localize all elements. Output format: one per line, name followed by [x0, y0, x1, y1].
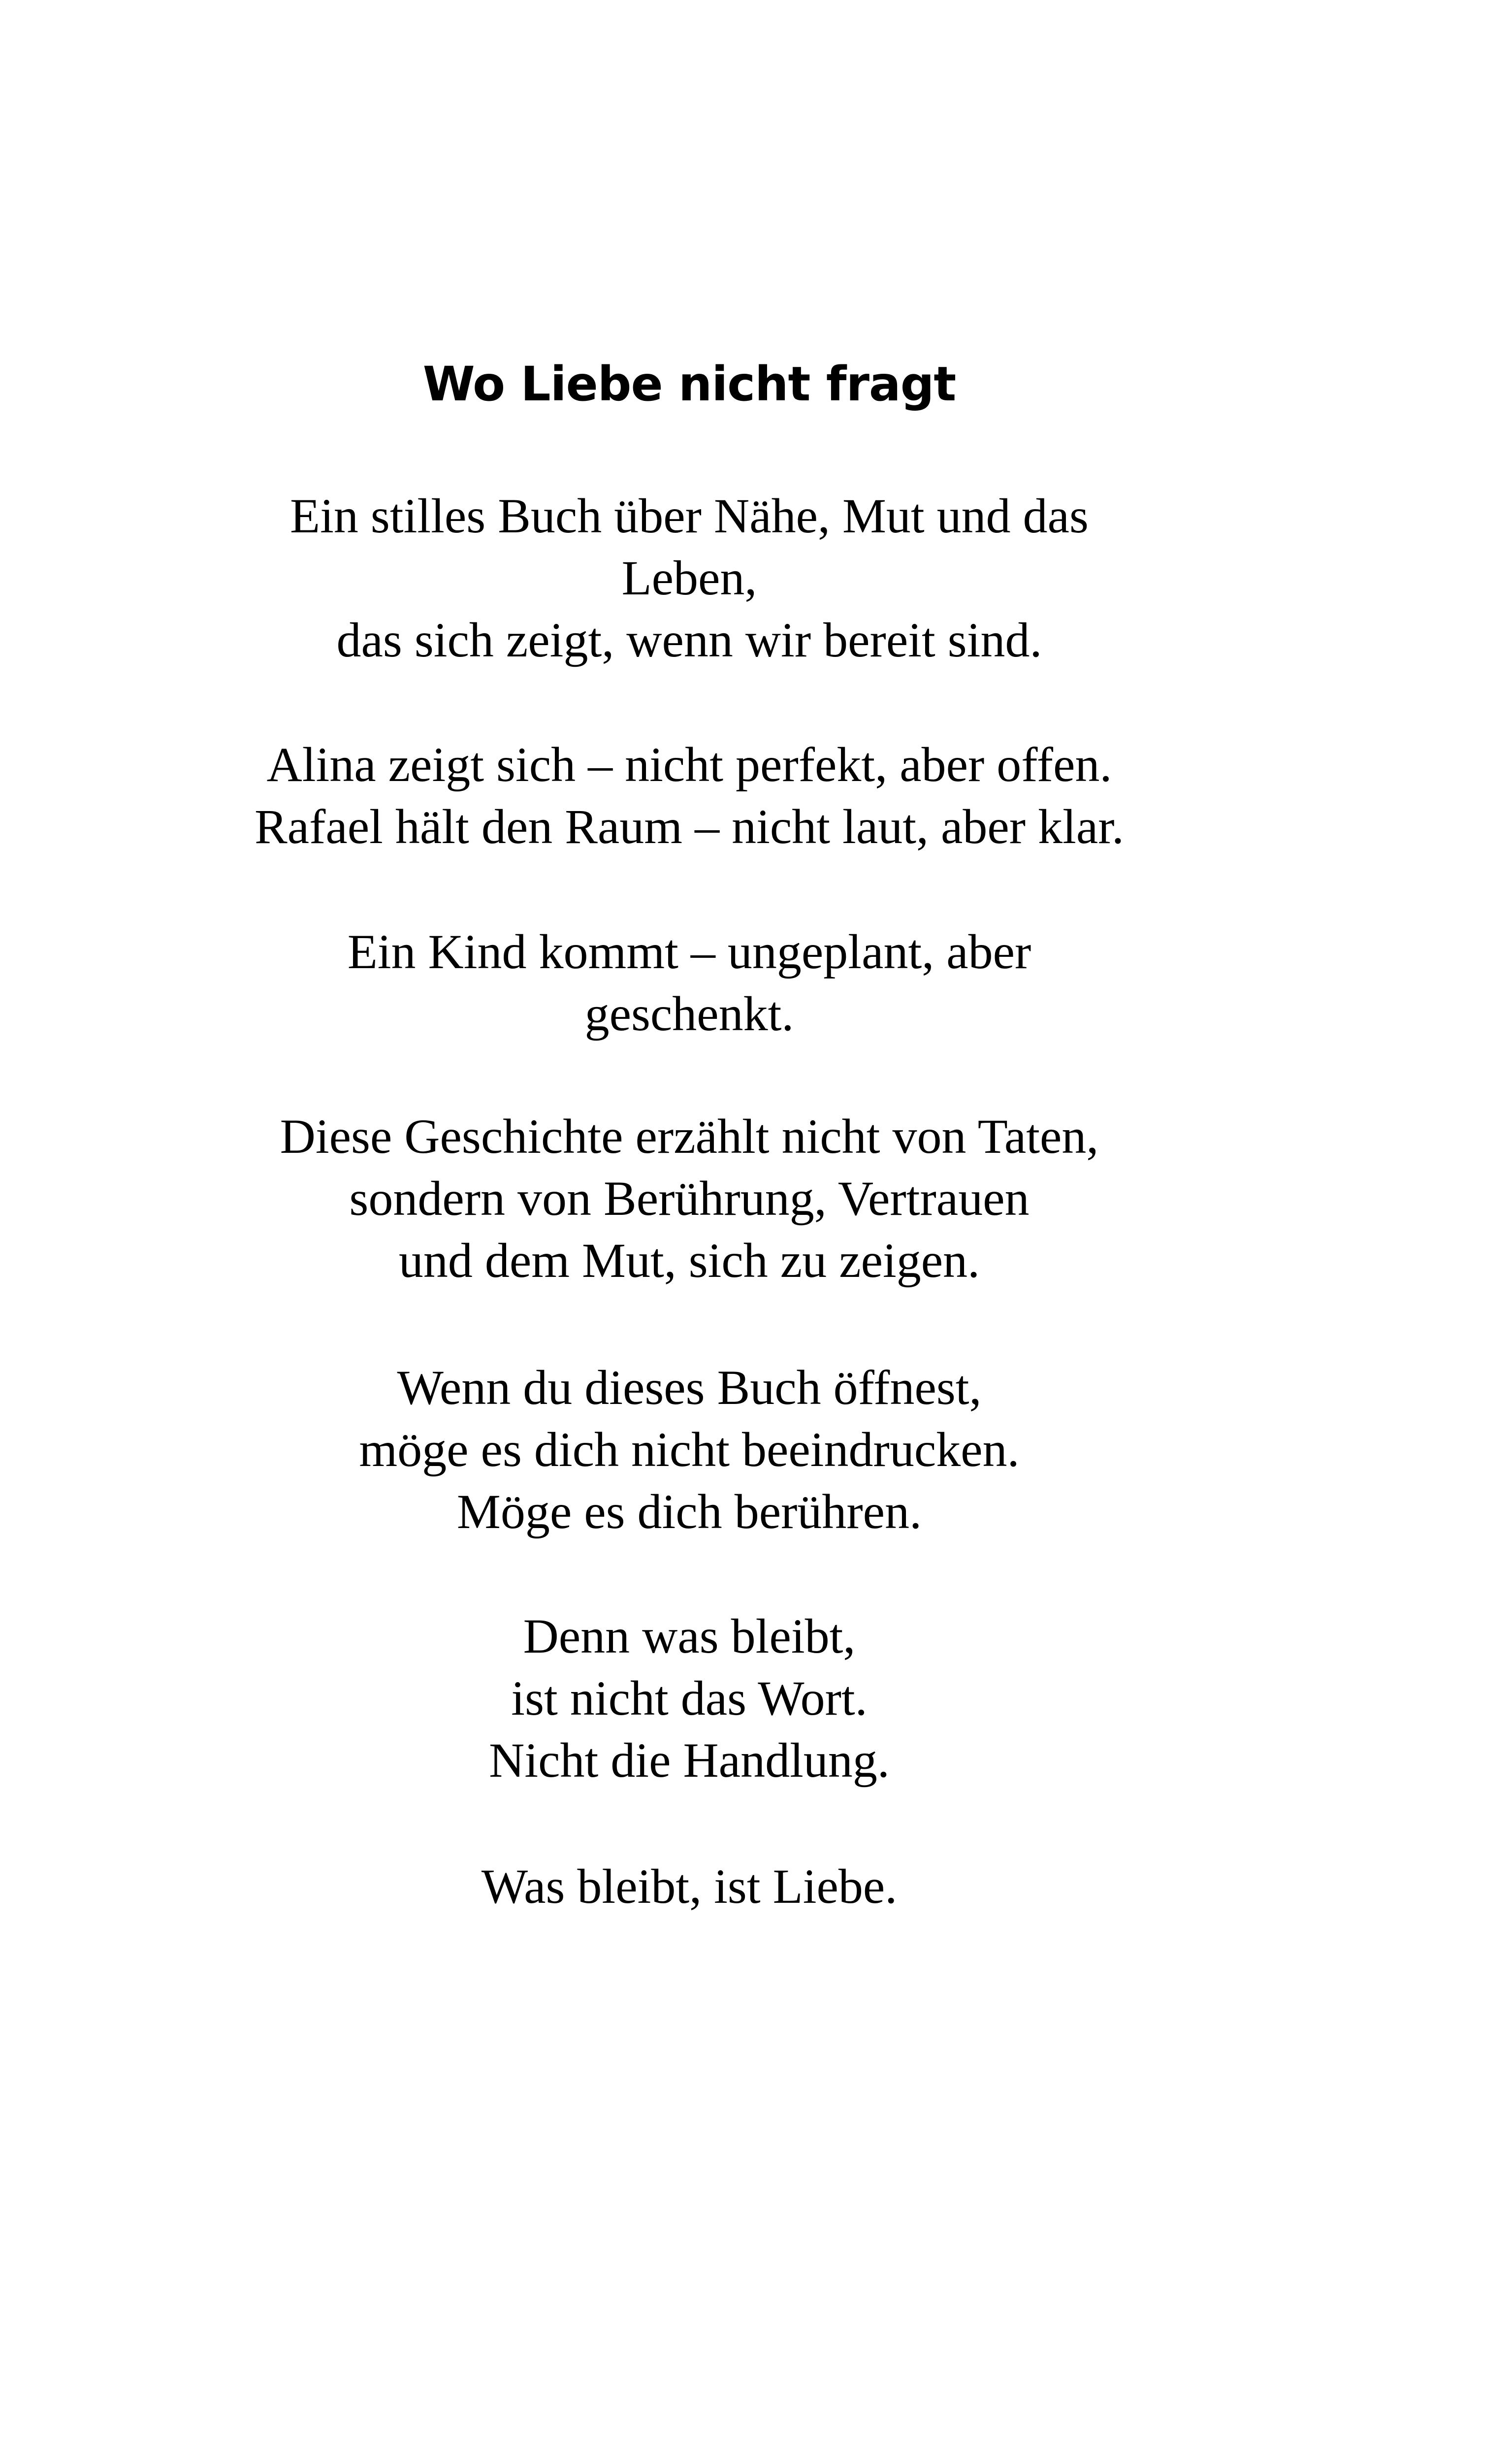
stanza-line: das sich zeigt, wenn wir bereit sind.: [336, 613, 1042, 667]
stanza-line: geschenkt.: [584, 986, 794, 1041]
stanza-line: Diese Geschichte erzählt nicht von Taten,: [280, 1109, 1099, 1164]
stanza-line: Möge es dich berühren.: [456, 1484, 922, 1539]
stanza-line: sondern von Berührung, Vertrauen: [349, 1171, 1029, 1226]
stanza-line: Was bleibt, ist Liebe.: [481, 1859, 898, 1914]
stanza-line: Alina zeigt sich – nicht perfekt, aber offen.: [266, 737, 1112, 792]
document-title: Wo Liebe nicht fragt: [422, 357, 956, 412]
stanza-line: möge es dich nicht beeindrucken.: [359, 1422, 1020, 1477]
stanza-7: [0, 1856, 1379, 1918]
stanza-3: [0, 921, 1379, 1045]
stanza-line: Rafael hält den Raum – nicht laut, aber klar.: [254, 799, 1125, 854]
stanza-line: ist nicht das Wort.: [511, 1671, 868, 1726]
stanza-line: und dem Mut, sich zu zeigen.: [398, 1233, 980, 1288]
stanza-5: [0, 1357, 1379, 1543]
stanza-line: Nicht die Handlung.: [489, 1733, 890, 1788]
stanza-6: [0, 1605, 1379, 1792]
stanza-1: [0, 485, 1379, 671]
stanza-line: Denn was bleibt,: [523, 1609, 856, 1663]
stanza-line: Leben,: [621, 551, 757, 605]
stanza-2: [0, 734, 1379, 858]
stanza-line: Ein Kind kommt – ungeplant, aber: [347, 924, 1031, 979]
stanza-4: [0, 1106, 1379, 1292]
stanza-line: Ein stilles Buch über Nähe, Mut und das: [290, 489, 1089, 543]
stanza-line: Wenn du dieses Buch öffnest,: [397, 1360, 982, 1415]
